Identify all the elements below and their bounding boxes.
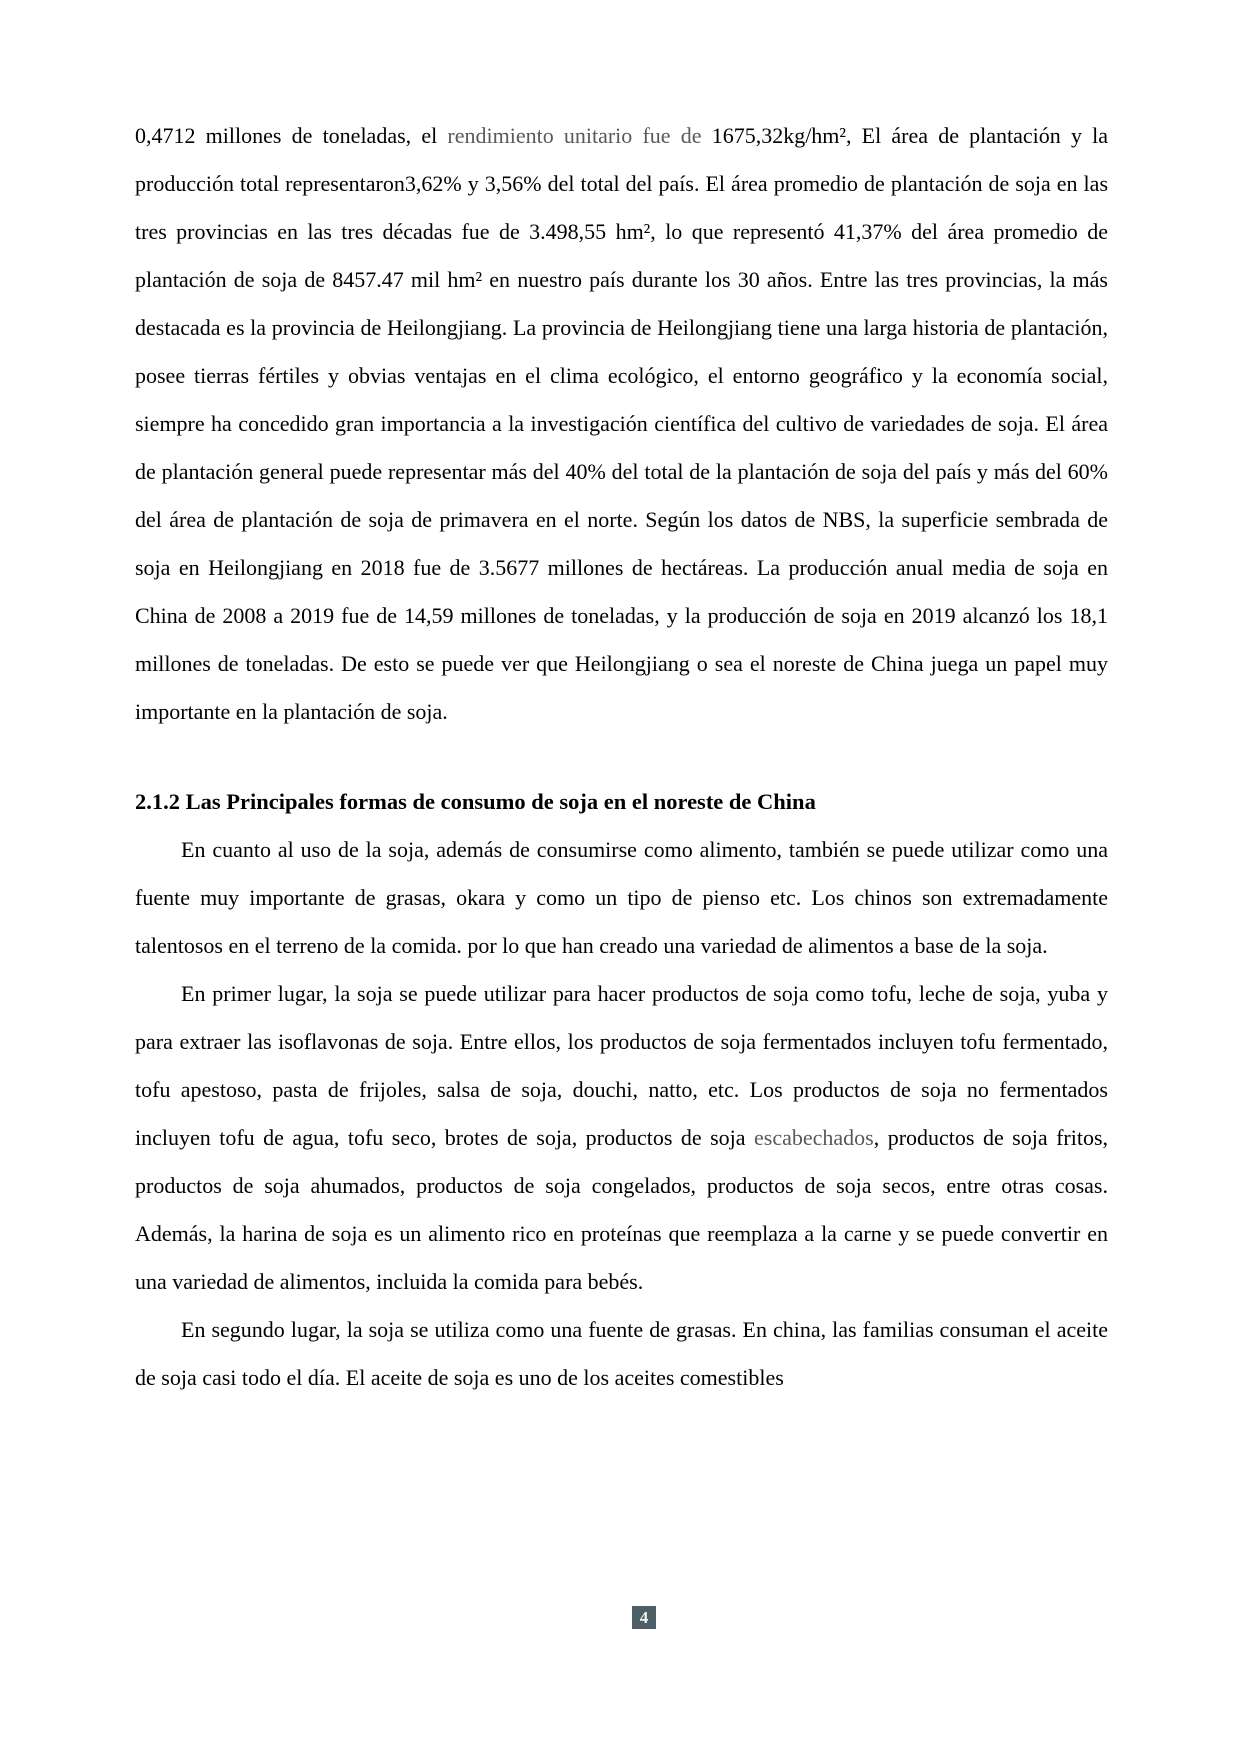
text-block [135, 112, 1108, 1402]
section-heading-2-1-2: 2.1.2 Las Principales formas de consumo de soja en el noreste de China [135, 789, 816, 814]
paragraph-production-stats [135, 112, 1108, 736]
paragraph-run: 0,4712 millones de toneladas, el [135, 123, 448, 148]
paragraph-run-muted: rendimiento unitario fue de [447, 123, 712, 148]
paragraph-soy-oil: En segundo lugar, la soja se utiliza como una fuente de grasas. En china, las familias consuman el aceite de soja casi todo el día. El aceite de soja es uno de los aceites comestibles [135, 1317, 1108, 1390]
page-number-badge: 4 [632, 1606, 656, 1629]
paragraph-soy-uses: En cuanto al uso de la soja, además de consumirse como alimento, también se puede utilizar como una fuente muy importante de grasas, okara y como un tipo de pienso etc. Los chinos son extremadamente talentosos en el terreno de la comida. por lo que han creado una variedad de alimentos a base de la soja. [135, 837, 1108, 958]
paragraph-run: , productos de soja fritos, productos de soja ahumados, productos de soja congelados, productos de soja secos, entre otras cosas. Además, la harina de soja es un alimento rico en proteínas que reemplaza a la carne y se puede convertir en una variedad de alimentos, incluida la comida para bebés. [135, 1125, 1109, 1294]
paragraph-run-muted: escabechados [754, 1125, 874, 1150]
paragraph-soy-products [135, 970, 1108, 1306]
paragraph-run: 1675,32kg/hm², El área de plantación y la producción total representaron3,62% y 3,56% del total del país. El área promedio de plantación de soja en las tres provincias en las tres décadas fue de 3.498,55 hm², lo que representó 41,37% del área promedio de plantación de soja de 8457.47 mil hm² en nuestro país durante los 30 años. Entre las tres provincias, la más destacada es la provincia de Heilongjiang. La provincia de Heilongjiang tiene una larga historia de plantación, posee tierras fértiles y obvias ventajas en el clima ecológico, el entorno geográfico y la economía social, siempre ha concedido gran importancia a la investigación científica del cultivo de variedades de soja. El área de plantación general puede representar más del 40% del total de la plantación de soja del país y más del 60% del área de plantación de soja de primavera en el norte. Según los datos de NBS, la superficie sembrada de soja en Heilongjiang en 2018 fue de 3.5677 millones de hectáreas. La producción anual media de soja en China de 2008 a 2019 fue de 14,59 millones de toneladas, y la producción de soja en 2019 alcanzó los 18,1 millones de toneladas. De esto se puede ver que Heilongjiang o sea el noreste de China juega un papel muy importante en la plantación de soja. [135, 123, 1109, 724]
paragraph-run: En primer lugar, la soja se puede utilizar para hacer productos de soja como tofu, leche de soja, yuba y para extraer las isoflavonas de soja. Entre ellos, los productos de soja fermentados incluyen tofu fermentado, tofu apestoso, pasta de frijoles, salsa de soja, douchi, natto, etc. Los productos de soja no fermentados incluyen tofu de agua, tofu seco, brotes de soja, productos de soja [135, 981, 1108, 1150]
